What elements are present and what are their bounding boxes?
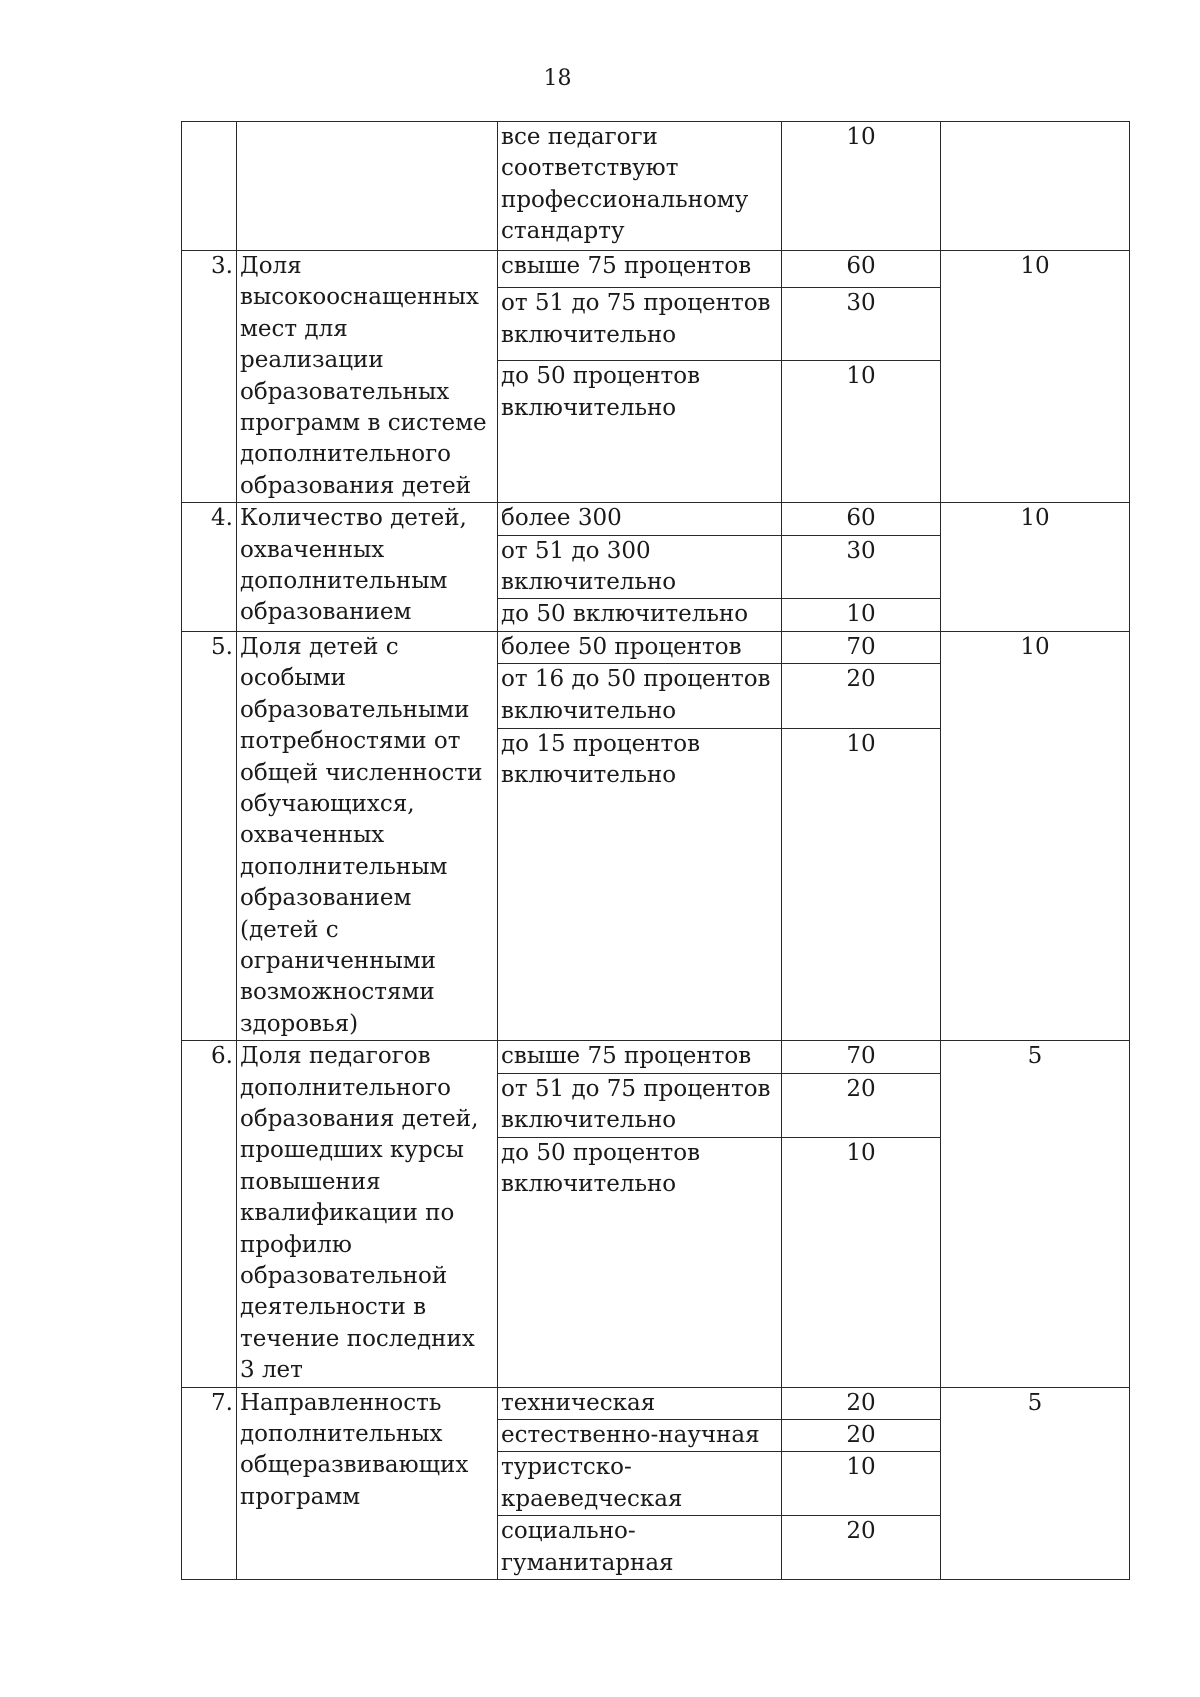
- table-row: [182, 251, 1130, 288]
- table-row: [182, 122, 1130, 251]
- weight-cell: [941, 122, 1130, 251]
- option-points: 20: [782, 1420, 941, 1452]
- option-label: техническая: [498, 1387, 782, 1419]
- option-label: естественно-научная: [498, 1420, 782, 1452]
- option-label: до 50 процентов включительно: [498, 1137, 782, 1387]
- option-points: 10: [782, 1137, 941, 1387]
- table-row: [182, 631, 1130, 664]
- table-row: [182, 503, 1130, 535]
- row-number: 5.: [182, 631, 237, 1040]
- indicator-cell: Направленность дополнительных общеразвивающих программ: [237, 1387, 498, 1579]
- row-number: 6.: [182, 1041, 237, 1387]
- option-points: 10: [782, 122, 941, 251]
- indicator-cell: [237, 122, 498, 251]
- weight-cell: 10: [941, 631, 1130, 1040]
- option-points: 60: [782, 251, 941, 288]
- option-label: свыше 75 процентов: [498, 1041, 782, 1074]
- option-points: 20: [782, 1387, 941, 1419]
- option-label: свыше 75 процентов: [498, 251, 782, 288]
- table-row: [182, 1041, 1130, 1074]
- indicator-cell: Доля высокооснащенных мест для реализации образовательных программ в системе дополнительного образования детей: [237, 251, 498, 503]
- table-row: [182, 1387, 1130, 1419]
- option-label: туристско-краеведческая: [498, 1452, 782, 1516]
- option-points: 70: [782, 1041, 941, 1074]
- option-points: 10: [782, 599, 941, 631]
- option-label: до 15 процентов включительно: [498, 728, 782, 1041]
- row-number: 7.: [182, 1387, 237, 1579]
- option-label: до 50 включительно: [498, 599, 782, 631]
- option-points: 10: [782, 728, 941, 1041]
- option-label: от 51 до 75 процентов включительно: [498, 1073, 782, 1137]
- indicator-cell: Доля педагогов дополнительного образования детей, прошедших курсы повышения квалификации по профилю образовательной деятельности в течение последних 3 лет: [237, 1041, 498, 1387]
- option-points: 10: [782, 1452, 941, 1516]
- option-label: более 50 процентов: [498, 631, 782, 664]
- option-points: 10: [782, 361, 941, 503]
- criteria-table: [181, 121, 1130, 1580]
- option-points: 60: [782, 503, 941, 535]
- option-label: все педагоги соответствуют профессиональному стандарту: [498, 122, 782, 251]
- option-label: от 51 до 300 включительно: [498, 535, 782, 599]
- option-points: 30: [782, 288, 941, 361]
- page-number: 18: [543, 66, 572, 91]
- option-label: от 51 до 75 процентов включительно: [498, 288, 782, 361]
- option-points: 30: [782, 535, 941, 599]
- weight-cell: 5: [941, 1041, 1130, 1387]
- option-points: 20: [782, 1516, 941, 1580]
- row-number: 3.: [182, 251, 237, 503]
- weight-cell: 5: [941, 1387, 1130, 1579]
- row-number: 4.: [182, 503, 237, 632]
- weight-cell: 10: [941, 503, 1130, 632]
- row-number: [182, 122, 237, 251]
- option-label: от 16 до 50 процентов включительно: [498, 664, 782, 728]
- weight-cell: 10: [941, 251, 1130, 503]
- option-points: 20: [782, 1073, 941, 1137]
- option-label: до 50 процентов включительно: [498, 361, 782, 503]
- indicator-cell: Доля детей с особыми образовательными потребностями от общей численности обучающихся, охваченных дополнительным образованием (детей с ограниченными возможностями здоровья): [237, 631, 498, 1040]
- option-label: социально-гуманитарная: [498, 1516, 782, 1580]
- option-points: 20: [782, 664, 941, 728]
- option-points: 70: [782, 631, 941, 664]
- indicator-cell: Количество детей, охваченных дополнительным образованием: [237, 503, 498, 632]
- option-label: более 300: [498, 503, 782, 535]
